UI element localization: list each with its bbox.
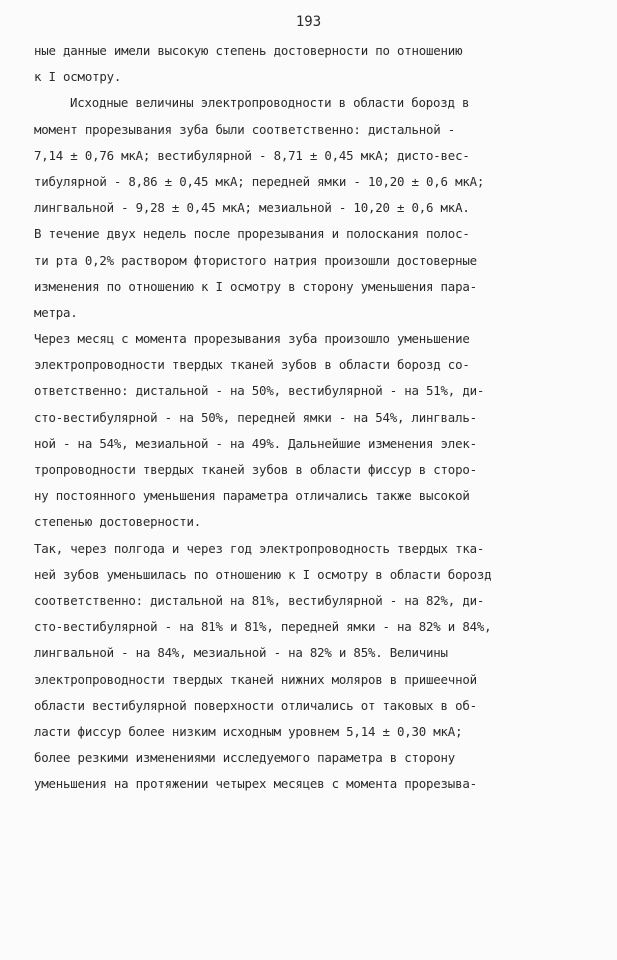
text-line: сто-вестибулярной - на 81% и 81%, передней ямки - на 82% и 84%,: [34, 619, 492, 635]
paragraph-start-line: Исходные величины электропроводности в области борозд в: [70, 95, 470, 111]
paragraph-start-line: Через месяц с момента прорезывания зуба произошло уменьшение: [34, 331, 470, 347]
text-line: тропроводности твердых тканей зубов в области фиссур в сторо-: [34, 462, 477, 477]
text-line: лингвальной - 9,28 ± 0,45 мкА; мезиальной - 10,20 ± 0,6 мкА.: [34, 200, 470, 216]
text-line: лингвальной - на 84%, мезиальной - на 82% и 85%. Величины: [34, 645, 448, 661]
text-line: ные данные имели высокую степень достоверности по отношению: [34, 43, 463, 58]
text-line: ней зубов уменьшилась по отношению к I осмотру в области борозд: [34, 566, 492, 582]
text-line: тибулярной - 8,86 ± 0,45 мкА; передней ямки - 10,20 ± 0,6 мкА;: [34, 173, 485, 189]
text-line: изменения по отношению к I осмотру в сторону уменьшения пара-: [34, 278, 477, 294]
text-line: ответственно: дистальной - на 50%, вестибулярной - на 51%, ди-: [34, 383, 485, 399]
text-line: В течение двух недель после прорезывания и полоскания полос-: [34, 226, 470, 242]
text-line: момент прорезывания зуба были соответственно: дистальной -: [34, 121, 456, 137]
body-text: [34, 38, 594, 797]
text-line: сто-вестибулярной - на 50%, передней ямки - на 54%, лингваль-: [34, 409, 477, 425]
text-line: уменьшения на протяжении четырех месяцев с момента прорезыва-: [34, 776, 477, 792]
text-line: электропроводности твердых тканей зубов в области борозд со-: [34, 357, 470, 373]
text-line: ти рта 0,2% раствором фтористого натрия произошли достоверные: [34, 252, 477, 268]
page-number: 193: [295, 14, 322, 30]
text-line: метра.: [34, 304, 78, 320]
text-line: области вестибулярной поверхности отличались от таковых в об-: [34, 697, 477, 713]
paragraph-start-line: Так, через полгода и через год электропроводность твердых тка-: [34, 540, 485, 556]
text-line: соответственно: дистальной на 81%, вестибулярной - на 82%, ди-: [34, 592, 485, 608]
text-line: ну постоянного уменьшения параметра отличались также высокой: [34, 488, 470, 504]
text-line: более резкими изменениями исследуемого параметра в сторону: [34, 750, 456, 766]
text-line: ласти фиссур более низким исходным уровнем 5,14 ± 0,30 мкА;: [34, 723, 463, 739]
text-line: степенью достоверности.: [34, 514, 201, 530]
text-line: к I осмотру.: [34, 69, 122, 85]
text-line: 7,14 ± 0,76 мкА; вестибулярной - 8,71 ± 0,45 мкА; дисто-вес-: [34, 147, 470, 163]
text-line: электропроводности твердых тканей нижних моляров в пришеечной: [34, 671, 477, 687]
text-line: ной - на 54%, мезиальной - на 49%. Дальнейшие изменения элек-: [34, 435, 477, 451]
